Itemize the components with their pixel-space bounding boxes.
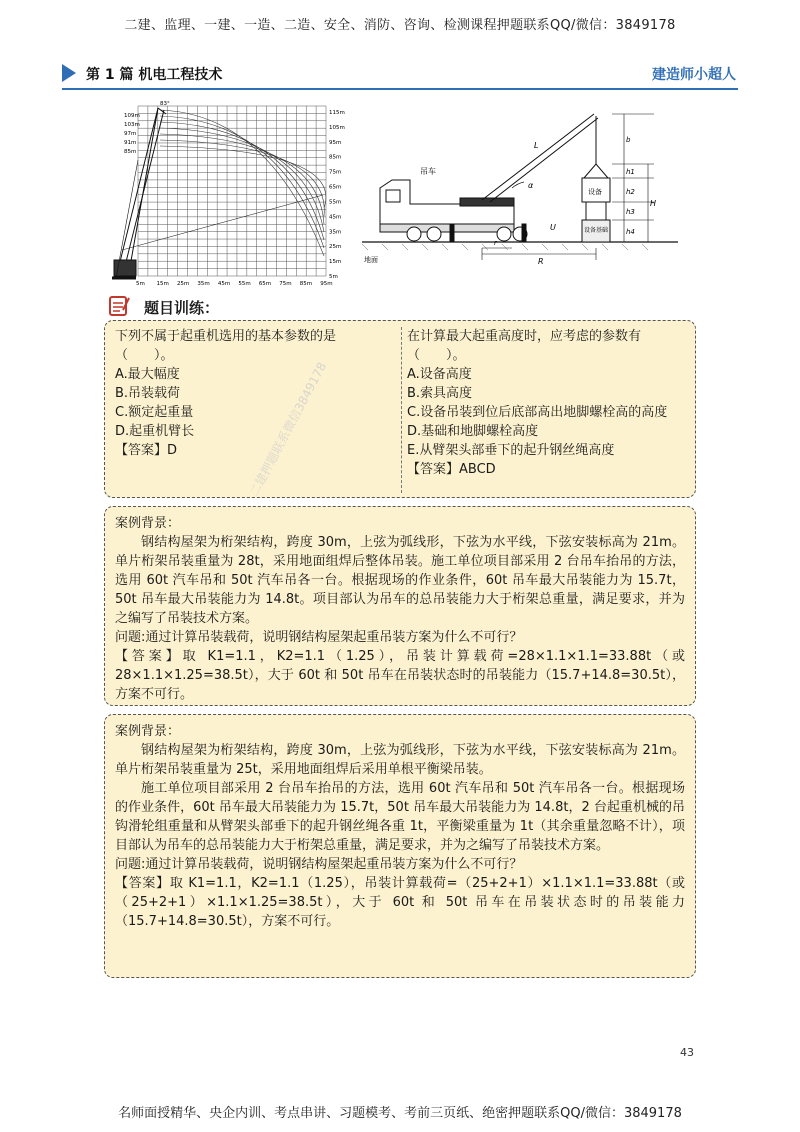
chapter-title: 第 1 篇 机电工程技术 [86, 67, 223, 83]
training-title: 题目训练： [144, 299, 220, 317]
height-tick-label: 25m [329, 244, 342, 251]
case2-label: 案例背景： [115, 724, 181, 739]
q2-option-d: D.基础和地脚螺栓高度 [407, 424, 539, 439]
q2-stem-2: （ ）。 [407, 348, 466, 363]
boom-curve [160, 110, 324, 256]
radius-tick-label: 25m [176, 281, 190, 287]
case-box-1 [104, 506, 696, 706]
q1-option-d: D.起重机臂长 [115, 424, 195, 439]
label-h2: h2 [626, 188, 635, 196]
label-ground: 地面 [364, 256, 378, 264]
q2-option-a: A.设备高度 [407, 367, 472, 382]
height-tick-label: 95m [329, 139, 342, 146]
case2-body-1: 钢结构屋架为桁架结构，跨度 30m，上弦为弧线形，下弦为水平线，下弦安装标高为 21m。单片桁架吊装重量为 25t，采用地面组焊后采用单根平衡梁吊装。 [115, 743, 685, 777]
boom-curve [160, 122, 324, 240]
brand-name: 建造师小超人 [652, 67, 736, 83]
watermark: 二建押题联系微信3849178 [246, 359, 330, 499]
question-box [104, 320, 696, 498]
case1-label: 案例背景： [115, 516, 181, 531]
question-1 [115, 327, 397, 460]
case-box-2 [104, 714, 696, 978]
height-tick-label: 85m [329, 154, 342, 161]
height-tick-label: 5m [329, 274, 338, 280]
case1-body: 钢结构屋架为桁架结构，跨度 30m，上弦为弧线形，下弦为水平线，下弦安装标高为 21m。单片桁架吊装重量为 28t，采用地面组焊后整体吊装。施工单位项目部采用 2 台吊车抬吊的方法，选用 60t 汽车吊和 50t 汽车吊各一台。根据现场的作业条件，60t 吊车最大吊装能力为 15.7t，50t 吊车最大吊装能力为 14.8t。项目部认为吊车的总吊装能力大于桁架总重量，满足要求，并为之编写了吊装技术方案。 [115, 535, 685, 626]
q1-answer: 【答案】D [115, 443, 178, 458]
q2-option-b: B.索具高度 [407, 386, 473, 401]
radius-tick-label: 5m [136, 281, 145, 287]
radius-tick-label: 95m [320, 281, 333, 287]
label-truck: 吊车 [420, 167, 436, 176]
height-tick-label: 75m [329, 169, 342, 176]
height-tick-label: 65m [329, 184, 342, 191]
q1-option-b: B.吊装载荷 [115, 386, 181, 401]
height-tick-label: 105m [329, 124, 345, 131]
boom-length-label: 97m [124, 131, 137, 137]
case1-question: 问题:通过计算吊装载荷，说明钢结构屋架起重吊装方案为什么不可行？ [115, 630, 523, 645]
q1-stem-2: （ ）。 [115, 348, 174, 363]
label-h1: h1 [626, 168, 635, 176]
crane-load-chart [108, 100, 356, 290]
q2-answer: 【答案】ABCD [407, 462, 496, 477]
radius-tick-label: 45m [217, 281, 231, 287]
case2-body-2: 施工单位项目部采用 2 台吊车抬吊的方法，选用 60t 汽车吊和 50t 汽车吊各一台。根据现场的作业条件，60t 吊车最大吊装能力为 15.7t，50t 吊车最大吊装能力为 14.8t，2 台起重机械的吊钩滑轮组重量和从臂架头部垂下的起升钢丝绳各重 1t，平衡梁重量为 1t（其余重量忽略不计），项目部认为吊车的总吊装能力大于桁架总重量，满足要求，并为之编写了吊装技术方案。 [115, 781, 685, 853]
boom-length-label: 91m [124, 140, 137, 146]
footer-banner: 名师面授精华、央企内训、考点串讲、习题模考、考前三页纸、绝密押题联系QQ/微信：3849178 [118, 1106, 682, 1121]
label-equipment: 设备 [588, 188, 602, 196]
label-foundation: 设备基础 [584, 227, 609, 234]
boom-curve [160, 146, 326, 208]
label-H: H [650, 199, 657, 208]
q1-stem-1: 下列不属于起重机选用的基本参数的是 [115, 329, 337, 344]
q1-option-c: C.额定起重量 [115, 405, 194, 420]
radius-tick-label: 65m [258, 281, 272, 287]
header-triangle-icon [62, 64, 76, 82]
q2-option-e: E.从臂架头部垂下的起升钢丝绳高度 [407, 443, 615, 458]
label-h3: h3 [626, 208, 635, 216]
radius-tick-label: 35m [197, 281, 210, 287]
label-L: L [534, 141, 539, 150]
top-banner: 二建、监理、一建、一造、二造、安全、消防、咨询、检测课程押题联系QQ/微信：3849178 [124, 18, 676, 33]
height-tick-label: 35m [329, 229, 342, 236]
radius-tick-label: 55m [238, 281, 251, 287]
page-number: 43 [680, 1046, 694, 1059]
label-alpha: α [528, 181, 534, 190]
page-header [62, 56, 738, 90]
label-R: R [538, 257, 544, 266]
lifting-height-diagram [362, 102, 678, 270]
height-tick-label: 115m [329, 110, 345, 116]
question-2 [407, 327, 693, 479]
boom-length-label: 85m [124, 149, 137, 155]
radius-tick-label: 75m [279, 281, 292, 287]
label-r: r [494, 239, 497, 247]
case2-answer: 【答案】取 K1=1.1，K2=1.1（1.25），吊装计算载荷=（25+2+1）×1.1×1.1=33.88t（或（25+2+1）×1.1×1.25=38.5t），大于 60t 和 50t 吊车在吊装状态时的吊装能力（15.7+14.8=30.5t），方案不可行。 [115, 876, 685, 929]
label-b: b [626, 136, 631, 144]
case2-question: 问题:通过计算吊装载荷，说明钢结构屋架起重吊装方案为什么不可行？ [115, 857, 523, 872]
boom-length-label: 103m [124, 122, 140, 128]
height-tick-label: 45m [329, 214, 342, 221]
case1-answer: 【答案】取 K1=1.1，K2=1.1（1.25），吊装计算载荷=28×1.1×1.1=33.88t（或 28×1.1×1.25=38.5t），大于 60t 和 50t 吊车在吊装状态时的吊装能力（15.7+14.8=30.5t），方案不可行。 [115, 649, 685, 702]
label-U: U [550, 223, 556, 232]
radius-tick-label: 85m [299, 281, 313, 287]
question-divider [401, 327, 402, 493]
height-tick-label: 15m [329, 259, 342, 266]
boom-length-label: 83° [160, 101, 170, 107]
boom-length-label: 109m [124, 113, 140, 119]
q2-stem-1: 在计算最大起重高度时，应考虑的参数有 [407, 329, 642, 344]
height-tick-label: 55m [329, 199, 342, 206]
q2-option-c: C.设备吊装到位后底部高出地脚螺栓高的高度 [407, 405, 668, 420]
q1-option-a: A.最大幅度 [115, 367, 180, 382]
radius-tick-label: 15m [156, 281, 169, 287]
notepad-icon [108, 294, 130, 316]
label-h4: h4 [626, 228, 635, 236]
